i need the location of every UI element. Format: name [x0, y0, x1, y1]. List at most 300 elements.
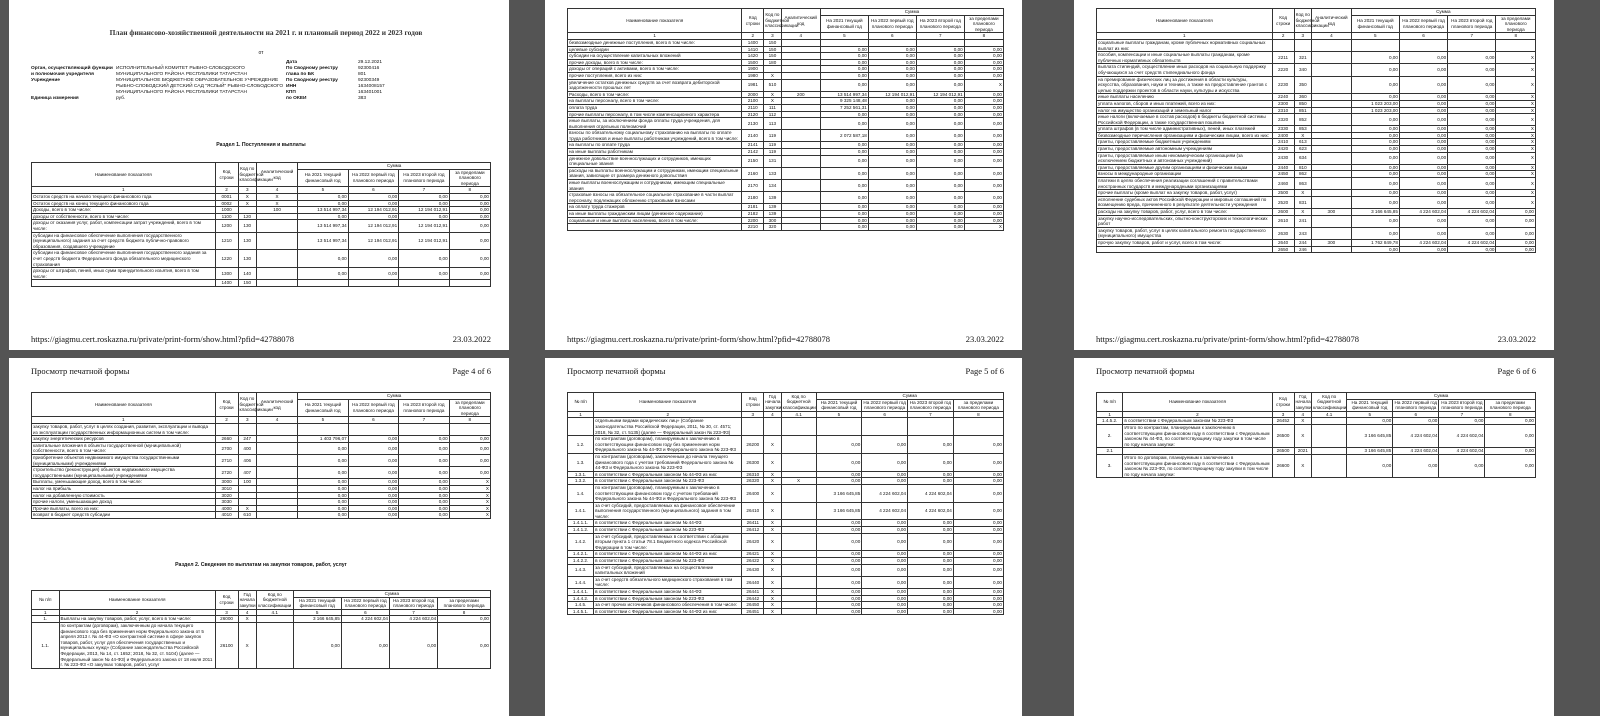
table-cell: 26430: [742, 564, 764, 576]
table-row: [1097, 215, 1536, 227]
table-cell: [238, 499, 256, 506]
footer-date: 23.03.2022: [452, 334, 491, 344]
table-cell: 0,00: [298, 454, 348, 466]
table-cell: 2140: [742, 130, 764, 142]
reg2-label: По Сводному реестру: [286, 78, 338, 84]
table-cell: 0,00: [964, 211, 1003, 218]
table-header-cell: за пределами планового периода: [438, 597, 491, 609]
table-cell: X: [1496, 132, 1536, 139]
table-row: [32, 268, 491, 280]
table-cell: 4.1: [256, 609, 293, 616]
table-cell: 2150: [742, 155, 764, 167]
okei-value: 383: [358, 95, 367, 101]
table-header-cell: Сумма: [820, 9, 1003, 16]
table-cell: 3: [764, 33, 781, 40]
table-cell: 0,00: [868, 46, 916, 53]
table-header-cell: Наименование показателя: [1097, 9, 1273, 33]
table-cell: 0,00: [964, 98, 1003, 105]
table-cell: X: [1496, 107, 1536, 114]
table-cell: 0,00: [399, 200, 449, 207]
table-cell: 0,00: [820, 142, 868, 149]
table-cell: [256, 467, 297, 479]
table-cell: 2440: [1272, 164, 1294, 171]
table-cell: 0,00: [1393, 418, 1439, 425]
table-cell: 0,00: [1351, 114, 1399, 126]
table-cell: 0,00: [908, 576, 954, 588]
table-cell: 0,00: [1448, 178, 1496, 190]
table-row: [32, 207, 491, 214]
table-cell: по контрактам (договорам), заключенным до начала текущего финансового года без применения норм Федерального закона от 5 апреля 2013 г. № 44-ФЗ «О контрактной системе в сфере закупок товаров, работ, услуг для обеспечения государственных и муниципальных нужд» (Собрание законодательства Российской Федерации, 2013, № 14, ст. 1652; 2018, № 32, ст. 5104) (далее — Федеральный закон № 44-ФЗ) и Федерального закона от 18 июля 2011 г. № 223-ФЗ «О закупках товаров, работ, услуг: [59, 622, 215, 668]
table-cell: 1981: [742, 79, 764, 91]
table-cell: 0,00: [1485, 424, 1536, 447]
table-cell: 8: [449, 417, 490, 424]
table-cell: 0,00: [908, 564, 954, 576]
table-cell: 0,00: [964, 66, 1003, 73]
table-row: [32, 213, 491, 220]
table-cell: на иные выплаты работникам: [568, 149, 742, 156]
table-cell: X: [764, 453, 781, 471]
table-row: [568, 111, 1004, 118]
table-header-cell: Код по бюджетной классификации: [258, 591, 292, 608]
table-cell: 0,00: [820, 224, 868, 231]
table-cell: 1100: [215, 213, 238, 220]
table-cell: [1312, 178, 1352, 190]
table-cell: 0,00: [862, 608, 908, 615]
table-row: [568, 224, 1004, 231]
table-cell: 0,00: [820, 53, 868, 60]
table-cell: в соответствии с Федеральным законом № 44-ФЗ: [594, 520, 742, 527]
table-cell: 1.4.2.: [568, 533, 594, 551]
table-cell: [1312, 76, 1352, 94]
table-cell: [1448, 39, 1496, 51]
table-cell: увеличение остатков денежных средств за счет возврата дебиторской задолженности прошлых лет: [568, 79, 742, 91]
table-cell: [953, 418, 1003, 436]
table-row: [568, 558, 1004, 565]
table-cell: 2430: [1272, 152, 1294, 164]
table-cell: 0,00: [862, 436, 908, 454]
table-cell: 0,00: [1399, 64, 1447, 76]
table-cell: [1312, 64, 1352, 76]
inn-value: 1634008157: [358, 84, 385, 90]
table-cell: [781, 453, 816, 471]
okei-label: по ОКЕИ: [286, 95, 307, 101]
table-cell: 0,00: [820, 192, 868, 204]
table-cell: 0,00: [862, 576, 908, 588]
table-row: [32, 454, 491, 466]
table-cell: X: [764, 98, 781, 105]
table-cell: 0,00: [816, 533, 862, 551]
table-cell: 0,00: [348, 436, 398, 443]
table-header-cell: за пределами планового периода: [1496, 15, 1536, 33]
table-row: [568, 142, 1004, 149]
table-cell: 0,00: [820, 66, 868, 73]
table-row: [1097, 448, 1536, 455]
table-cell: 4 224 602,04: [341, 616, 389, 623]
table-p2: [567, 8, 1004, 231]
table-cell: 4.1: [781, 411, 816, 418]
table-cell: 0,00: [449, 454, 490, 466]
table-cell: 2720: [215, 467, 238, 479]
table-cell: X: [1496, 52, 1536, 64]
table-cell: 0,00: [1351, 64, 1399, 76]
table-cell: 1210: [215, 232, 238, 250]
table-cell: 0,00: [868, 167, 916, 179]
page-header: [31, 366, 491, 376]
table-cell: 2220: [1272, 64, 1294, 76]
table-cell: 0,00: [953, 608, 1003, 615]
table-cell: 7: [399, 187, 449, 194]
page-5: [545, 358, 1022, 716]
table-cell: 4: [256, 187, 297, 194]
table-header-cell: На 2021 текущий финансовый год: [816, 399, 862, 411]
table-cell: 4 224 602,04: [1393, 448, 1439, 455]
table-cell: 0,00: [1351, 52, 1399, 64]
table-cell: 2500: [1272, 190, 1294, 197]
table-cell: 12 194 012,91: [399, 220, 449, 232]
table-cell: 131: [764, 155, 781, 167]
table-cell: 0,00: [916, 111, 964, 118]
table-cell: 2460: [1272, 178, 1294, 190]
table-header-cell: Код по бюджетной классификации: [764, 9, 781, 33]
table-cell: 7: [1439, 411, 1485, 418]
table-cell: 1.2.: [568, 436, 594, 454]
table-cell: 2.1: [1097, 448, 1123, 455]
table-cell: 4: [256, 417, 297, 424]
table-cell: 0,00: [1448, 190, 1496, 197]
table-cell: [256, 213, 297, 220]
table-header-cell: На 2022 первый год планового периода: [863, 399, 906, 411]
footer-url[interactable]: https://giagmu.cert.roskazna.ru/private/print-form/show.html?pfid=42788078: [567, 334, 830, 344]
table-cell: X: [238, 622, 256, 668]
table-cell: 0,00: [449, 442, 490, 454]
table-cell: 0,00: [399, 505, 449, 512]
table-cell: [568, 418, 594, 436]
table-cell: 0,00: [964, 104, 1003, 111]
table-cell: 0,00: [820, 111, 868, 118]
table-cell: 26421: [742, 551, 764, 558]
table-header-cell: Наименование показателя: [32, 393, 216, 417]
table-cell: [348, 280, 398, 287]
table-cell: приобретение объектов недвижимого имущества государственными (муниципальными) учреждениями: [32, 454, 216, 466]
table-row: [32, 479, 491, 486]
table-header-cell: Сумма: [1347, 393, 1536, 400]
table-cell: 8: [449, 187, 490, 194]
table-cell: 0,00: [916, 217, 964, 224]
table-cell: 0,00: [816, 436, 862, 454]
table-header-cell: Сумма: [293, 591, 490, 598]
table-header-cell: Код строки: [1272, 9, 1294, 33]
table-cell: налог на добавленную стоимость: [32, 492, 216, 499]
table-cell: 0,00: [862, 520, 908, 527]
table-cell: 1980: [742, 72, 764, 79]
table-cell: 26442: [742, 595, 764, 602]
table-cell: 1.4.5.2.: [1097, 418, 1123, 425]
table-header-cell: Код строки: [215, 393, 238, 417]
table-cell: 2400: [1272, 132, 1294, 139]
table-cell: X: [1496, 190, 1536, 197]
table-cell: [781, 46, 820, 53]
table-cell: 2330: [1272, 126, 1294, 133]
table-cell: на выплаты персоналу, всего в том числе:: [568, 98, 742, 105]
table-cell: 1 023 203,00: [1351, 107, 1399, 114]
table-cell: 2610: [1272, 215, 1294, 227]
table-cell: 26452: [1272, 418, 1294, 425]
table-cell: 6: [348, 417, 398, 424]
table-cell: 1.3.1.: [568, 471, 594, 478]
table-cell: [781, 59, 820, 66]
unit-value: руб.: [116, 95, 126, 101]
table-header-cell: Аналитический код: [256, 163, 297, 187]
table-cell: 0,00: [1399, 215, 1447, 227]
reg-value: 92300416: [358, 65, 380, 71]
table-cell: 4 224 602,04: [1448, 209, 1496, 216]
table-cell: 150: [764, 46, 781, 53]
table-header-cell: № п/п: [1097, 393, 1123, 412]
table-row: [568, 551, 1004, 558]
table-cell: 1.1.: [32, 622, 60, 668]
table-cell: [449, 423, 490, 435]
table-cell: 0,00: [820, 79, 868, 91]
table-header-cell: На 2022 первый год планового периода: [868, 15, 916, 33]
table-cell: 0,00: [908, 595, 954, 602]
table-cell: [781, 180, 820, 192]
table-cell: 0,00: [449, 200, 490, 207]
preview-label: Просмотр печатной формы: [567, 366, 666, 376]
table-cell: 0,00: [916, 79, 964, 91]
table-cell: по контрактам (договорам), планируемым к заключению в соответствующем финансовом году без применения норм Федерального закона № 44-ФЗ и Федерального закона № 223-ФЗ: [594, 436, 742, 454]
table-row: [568, 104, 1004, 111]
table-cell: [1312, 152, 1352, 164]
table-cell: 134: [764, 180, 781, 192]
table-cell: X: [1294, 418, 1312, 425]
org-label: Орган, осуществляющий функции и полномочия учредителя: [31, 65, 113, 77]
table-cell: 400: [238, 442, 256, 454]
table-cell: 0,00: [916, 98, 964, 105]
table-cell: [256, 232, 297, 250]
table-cell: 12 194 012,91: [348, 220, 398, 232]
table-cell: 3000: [215, 479, 238, 486]
table-cell: 0,00: [298, 499, 348, 506]
table-cell: 1420: [742, 53, 764, 60]
table-row: [568, 589, 1004, 596]
table-cell: [908, 418, 954, 436]
table-row: [568, 91, 1004, 98]
table-cell: денежное довольствие военнослужащих и сотрудников, имеющих специальные звания: [568, 155, 742, 167]
table-cell: 4 224 602,04: [1439, 448, 1485, 455]
table-cell: 0,00: [399, 512, 449, 519]
table-row: [568, 533, 1004, 551]
table-cell: 4: [1294, 411, 1312, 418]
table-cell: 0,00: [298, 485, 348, 492]
table-cell: 0,00: [916, 204, 964, 211]
table-row: [568, 471, 1004, 478]
table-header-row: [568, 393, 1004, 400]
table-cell: 1.4.1.: [568, 502, 594, 520]
table-cell: социальные выплаты гражданам, кроме публичных нормативных социальных выплат из них:: [1097, 39, 1273, 51]
table-cell: 0,00: [868, 224, 916, 231]
table-p4b: [31, 590, 491, 669]
table-row: [568, 520, 1004, 527]
table-cell: 111: [764, 104, 781, 111]
table-header-cell: Код строки: [1272, 393, 1294, 412]
table-row: [568, 180, 1004, 192]
table-cell: 1400: [742, 39, 764, 46]
table-cell: 0,00: [953, 533, 1003, 551]
table-cell: 130: [238, 232, 256, 250]
table-cell: 3 166 645,85: [293, 616, 341, 623]
table-cell: 0,00: [1399, 132, 1447, 139]
table-cell: X: [449, 485, 490, 492]
table-cell: 1.4.1.2.: [568, 527, 594, 534]
table-cell: [781, 527, 816, 534]
table-cell: 0,00: [908, 520, 954, 527]
table-cell: [781, 98, 820, 105]
page-1: [9, 0, 509, 350]
table-cell: 4 224 602,04: [862, 502, 908, 520]
table-cell: взносы по обязательному социальному страхованию на выплаты по оплате труда работников и иные выплаты работникам учреждений, всего в том числе:: [568, 130, 742, 142]
table-header-cell: за пределами планового периода: [449, 169, 490, 187]
table-cell: 26000: [215, 616, 238, 623]
table-cell: [1312, 52, 1352, 64]
table-header-cell: Сумма: [298, 393, 491, 400]
table-cell: 0,00: [964, 167, 1003, 179]
table-cell: 1.4.2.1.: [568, 551, 594, 558]
table-header-cell: На 2023 второй год планового периода: [399, 169, 449, 187]
table-cell: 26441: [742, 589, 764, 596]
table-header-cell: Аналитический код: [1312, 9, 1352, 33]
table-cell: в соответствии с Федеральным законом № 44-ФЗ: [594, 589, 742, 596]
table-row: [32, 609, 491, 616]
table-header-cell: № п/п: [32, 591, 60, 610]
table-cell: субсидии на осуществление капитальных вложений: [568, 53, 742, 60]
table-cell: [256, 499, 297, 506]
table-cell: 0,00: [964, 192, 1003, 204]
table-cell: 0,00: [1399, 107, 1447, 114]
table-cell: 0,00: [348, 213, 398, 220]
table-cell: 810: [1294, 164, 1312, 171]
table-cell: 0,00: [868, 130, 916, 142]
table-cell: [1312, 107, 1352, 114]
table-cell: 4: [781, 33, 820, 40]
table-cell: 26310: [742, 471, 764, 478]
table-header-cell: за пределами планового периода: [1485, 399, 1536, 411]
table-cell: субсидии на финансовое обеспечение выполнения государственного (муниципального) задания за счет средств бюджета публично-правового образования, создавшего учреждение: [32, 232, 216, 250]
table-cell: 3020: [215, 492, 238, 499]
table-cell: 139: [764, 211, 781, 218]
table-cell: X: [256, 200, 297, 207]
table-row: [1097, 424, 1536, 447]
table-row: [32, 492, 491, 499]
table-cell: 2710: [215, 454, 238, 466]
table-cell: 0,00: [964, 180, 1003, 192]
table-row: [568, 204, 1004, 211]
table-cell: 247: [238, 436, 256, 443]
table-cell: 0,00: [820, 59, 868, 66]
table-cell: 610: [238, 512, 256, 519]
table-cell: 130: [238, 220, 256, 232]
table-header-cell: На 2021 текущий финансовый год: [298, 169, 348, 187]
table-cell: [781, 167, 820, 179]
table-cell: 0,00: [1448, 227, 1496, 239]
table-cell: иные выплаты, за исключением фонда оплаты труда учреждения, для выполнения отдельных полномочий: [568, 118, 742, 130]
table-cell: 0,00: [1347, 454, 1393, 477]
table-cell: прочие налоги, уменьшающие доход: [32, 499, 216, 506]
table-cell: 0,00: [916, 180, 964, 192]
table-cell: 0,00: [449, 467, 490, 479]
footer-url[interactable]: https://giagmu.cert.roskazna.ru/private/print-form/show.html?pfid=42788078: [31, 334, 294, 344]
table-row: [568, 149, 1004, 156]
table-cell: 0,00: [389, 622, 437, 668]
table-cell: 0,00: [916, 72, 964, 79]
table-cell: 2: [59, 609, 215, 616]
table-cell: иные выплаты военнослужащим и сотрудникам, имеющим специальные звания: [568, 180, 742, 192]
table-cell: закупку научно-исследовательских, опытно-конструкторских и технологических работ: [1097, 215, 1273, 227]
table-row: [32, 505, 491, 512]
table-cell: прочие поступления, всего из них:: [568, 72, 742, 79]
table-header-row: [568, 9, 1004, 16]
table-cell: X: [1294, 190, 1312, 197]
table-cell: [781, 520, 816, 527]
table-cell: 13 514 997,34: [298, 220, 348, 232]
table-cell: 510: [764, 79, 781, 91]
footer-url[interactable]: https://giagmu.cert.roskazna.ru/private/print-form/show.html?pfid=42788078: [1096, 334, 1359, 344]
table-cell: 0,00: [1496, 239, 1536, 246]
table-header-cell: за пределами планового периода: [964, 15, 1003, 33]
table-cell: 0,00: [916, 192, 964, 204]
table-cell: 0,00: [1347, 418, 1393, 425]
plan-from: от: [258, 50, 264, 56]
table-cell: на выплаты по оплате труда: [568, 142, 742, 149]
table-cell: [781, 589, 816, 596]
table-cell: [781, 155, 820, 167]
table-cell: X: [764, 608, 781, 615]
table-cell: X: [1496, 178, 1536, 190]
table-header-cell: № п/п: [568, 393, 594, 412]
table-cell: 130: [238, 250, 256, 268]
table-cell: 12 194 012,91: [868, 91, 916, 98]
table-cell: 119: [764, 149, 781, 156]
table-cell: 0,00: [820, 46, 868, 53]
table-cell: X: [764, 576, 781, 588]
table-row: [32, 467, 491, 479]
table-cell: безвозмездные перечисления организациям и физическим лицам, всего из них:: [1097, 132, 1273, 139]
page-footer: [1096, 334, 1536, 344]
table-cell: [781, 118, 820, 130]
table-cell: 113: [764, 118, 781, 130]
table-cell: Доходы, всего в том числе:: [32, 207, 216, 214]
table-cell: за счет субсидий, предоставляемых на финансовое обеспечение выполнения государственного (муниципального) задания в том числе:: [594, 502, 742, 520]
table-cell: 2021: [1294, 448, 1312, 455]
table-cell: 0,00: [964, 130, 1003, 142]
table-cell: 26440: [742, 576, 764, 588]
table-row: [568, 564, 1004, 576]
table-cell: 300: [764, 217, 781, 224]
table-cell: 4 224 602,04: [908, 502, 954, 520]
table-cell: 2520: [1272, 196, 1294, 208]
table-cell: доходы от операций с активами, всего в том числе:: [568, 66, 742, 73]
table-cell: 1200: [215, 220, 238, 232]
table-cell: безвозмездные денежные поступления, всего в том числе:: [568, 39, 742, 46]
table-cell: 4: [1312, 33, 1352, 40]
table-cell: 2: [1123, 411, 1272, 418]
table-cell: 0,00: [298, 193, 348, 200]
table-cell: 6: [1393, 411, 1439, 418]
table-cell: 0,00: [868, 192, 916, 204]
table-cell: 0,00: [298, 268, 348, 280]
table-cell: X: [1496, 64, 1536, 76]
table-cell: [238, 492, 256, 499]
table-cell: [1312, 100, 1352, 107]
